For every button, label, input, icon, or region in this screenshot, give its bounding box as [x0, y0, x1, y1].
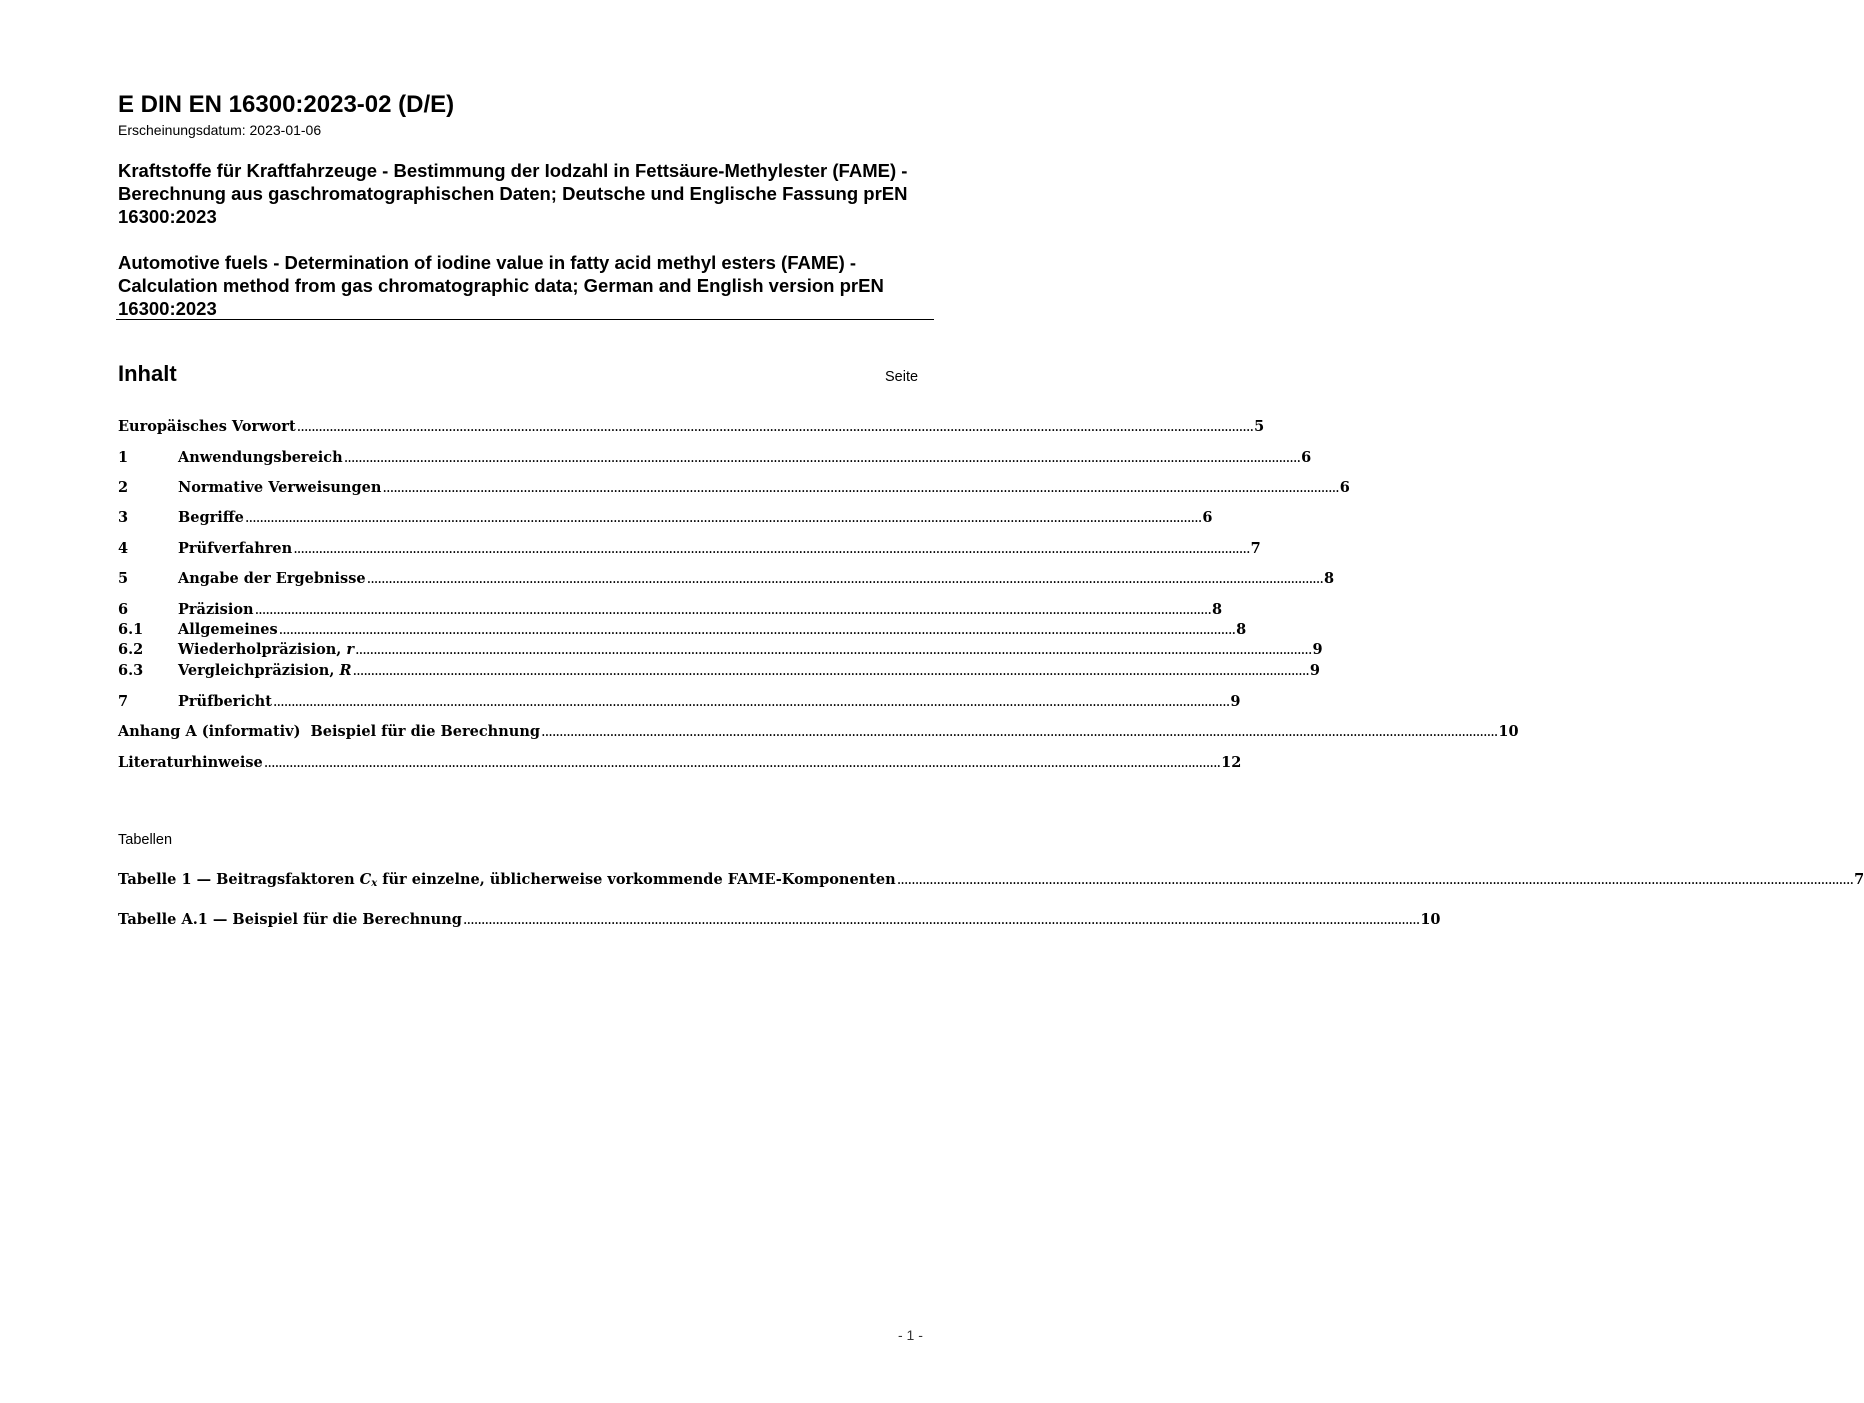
- toc-entry-label: Vergleichpräzision,: [178, 662, 340, 679]
- toc-entry[interactable]: [118, 508, 1213, 528]
- toc-entry-label: Allgemeines: [178, 621, 278, 638]
- toc-entry-label: Anwendungsbereich: [178, 449, 343, 466]
- toc-entry-number: 4: [118, 540, 129, 557]
- toc-entry-number: 7: [118, 693, 129, 710]
- toc-entry-page: 8: [1324, 570, 1335, 587]
- toc-entry-page: 10: [1498, 723, 1519, 740]
- toc-entry[interactable]: [118, 692, 1241, 712]
- toc-entry-page: 9: [1230, 693, 1241, 710]
- toc-leader-dots: .........................................................................................................................................................................................................................................................................: [244, 510, 1202, 526]
- toc-entry-label: Anhang A (informativ) Beispiel für die Berechnung: [118, 723, 540, 740]
- toc-entry[interactable]: [118, 569, 1335, 589]
- toc-entry[interactable]: [118, 661, 1321, 681]
- toc-leader-dots: .........................................................................................................................................................................................................................................................................: [296, 419, 1254, 435]
- table-entry-page: 10: [1420, 911, 1441, 928]
- toc-entry[interactable]: [118, 722, 1519, 742]
- title-german: Kraftstoffe für Kraftfahrzeuge - Bestimmung der Iodzahl in Fettsäure-Methylester (FAME) - Berechnung aus gaschromatographischen Daten; Deutsche und Englische Fassung prEN 16300:2023: [118, 160, 908, 227]
- toc-entry[interactable]: [118, 478, 1350, 498]
- toc-entry-page: 6: [1301, 449, 1312, 466]
- toc-entry-page: 5: [1254, 418, 1265, 435]
- title-english: Automotive fuels - Determination of iodine value in fatty acid methyl esters (FAME) - Calculation method from gas chromatographic data; German and English version prEN 16300:2023: [118, 252, 884, 319]
- toc-entry-number: 2: [118, 479, 129, 496]
- toc-entry-page: 6: [1202, 509, 1213, 526]
- toc-entry-label: Präzision: [178, 601, 254, 618]
- toc-leader-dots: .........................................................................................................................................................................................................................................................................: [896, 872, 1854, 888]
- table-entry[interactable]: [118, 910, 1441, 930]
- toc-entry-page: 8: [1212, 601, 1223, 618]
- toc-entry[interactable]: [118, 620, 1247, 640]
- table-entry-page: 7: [1854, 871, 1864, 888]
- toc-entry[interactable]: [118, 417, 1265, 437]
- toc-entry-number: 3: [118, 509, 129, 526]
- toc-entry-number: 1: [118, 449, 129, 466]
- toc-entry-label: Angabe der Ergebnisse: [178, 570, 366, 587]
- toc-entry-label: Wiederholpräzision,: [178, 641, 347, 658]
- toc-entry-number: 6.1: [118, 621, 144, 638]
- toc-leader-dots: .........................................................................................................................................................................................................................................................................: [263, 755, 1221, 771]
- toc-entry[interactable]: [118, 600, 1223, 620]
- tables-heading: Tabellen: [118, 832, 173, 848]
- toc-leader-dots: .........................................................................................................................................................................................................................................................................: [278, 622, 1236, 638]
- title-divider: [116, 319, 934, 320]
- toc-entry-label: Prüfverfahren: [178, 540, 293, 557]
- toc-entry[interactable]: [118, 539, 1261, 559]
- document-id: E DIN EN 16300:2023-02 (D/E): [118, 91, 455, 118]
- table-entry-label: Tabelle A.1 — Beispiel für die Berechnung: [118, 911, 462, 928]
- toc-heading: Inhalt: [118, 361, 177, 386]
- toc-entry-number: 6.2: [118, 641, 144, 658]
- table-entry-label-end: für einzelne, üblicherweise vorkommende FAME-Komponenten: [377, 871, 896, 888]
- toc-leader-dots: .........................................................................................................................................................................................................................................................................: [343, 450, 1301, 466]
- toc-leader-dots: .........................................................................................................................................................................................................................................................................: [352, 663, 1309, 679]
- toc-entry[interactable]: [118, 448, 1312, 468]
- toc-leader-dots: .........................................................................................................................................................................................................................................................................: [541, 724, 1498, 740]
- toc-page-label: Seite: [885, 369, 919, 385]
- publication-date: Erscheinungsdatum: 2023-01-06: [118, 122, 322, 138]
- toc-entry-label: Literaturhinweise: [118, 754, 263, 771]
- toc-entry-label: Begriffe: [178, 509, 244, 526]
- toc-leader-dots: .........................................................................................................................................................................................................................................................................: [462, 912, 1420, 928]
- toc-entry-number: 6: [118, 601, 129, 618]
- toc-entry-page: 9: [1309, 662, 1321, 679]
- toc-entry-symbol: R: [339, 662, 352, 679]
- table-entry[interactable]: [118, 870, 1864, 890]
- toc-entry-number: 5: [118, 570, 129, 587]
- toc-leader-dots: .........................................................................................................................................................................................................................................................................: [355, 642, 1312, 658]
- toc-entry-page: 9: [1312, 641, 1323, 658]
- toc-entry-page: 12: [1221, 754, 1242, 771]
- toc-entry-page: 7: [1250, 540, 1261, 557]
- toc-entry-page: 8: [1236, 621, 1247, 638]
- page-number: - 1 -: [898, 1327, 923, 1343]
- toc-leader-dots: .........................................................................................................................................................................................................................................................................: [366, 571, 1324, 587]
- toc-entry-number: 6.3: [118, 662, 144, 679]
- table-entry-subscript: x: [371, 878, 378, 889]
- toc-leader-dots: .........................................................................................................................................................................................................................................................................: [293, 541, 1250, 557]
- toc-entry[interactable]: [118, 640, 1323, 660]
- table-entry-label: Tabelle 1 — Beitragsfaktoren: [118, 871, 360, 888]
- toc-entry[interactable]: [118, 753, 1242, 773]
- table-entry-symbol: C: [359, 871, 372, 888]
- toc-leader-dots: .........................................................................................................................................................................................................................................................................: [382, 480, 1339, 496]
- toc-entry-label: Normative Verweisungen: [178, 479, 382, 496]
- toc-entry-label: Europäisches Vorwort: [118, 418, 296, 435]
- toc-entry-label: Prüfbericht: [178, 693, 272, 710]
- toc-leader-dots: .........................................................................................................................................................................................................................................................................: [254, 602, 1211, 618]
- toc-entry-page: 6: [1339, 479, 1350, 496]
- toc-entry-symbol: r: [346, 641, 355, 658]
- toc-leader-dots: .........................................................................................................................................................................................................................................................................: [272, 694, 1230, 710]
